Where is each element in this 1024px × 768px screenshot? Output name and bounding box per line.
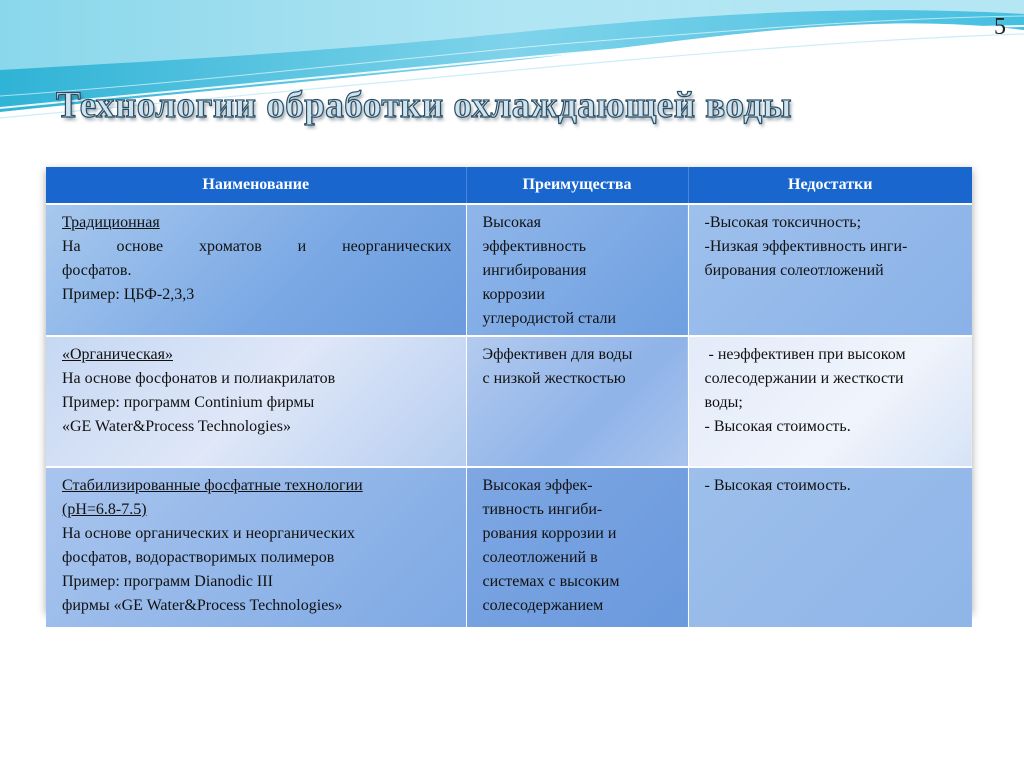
cell-advantages bbox=[466, 204, 688, 336]
cell-name bbox=[46, 204, 466, 336]
advantage-line: Высокая bbox=[482, 214, 542, 231]
technology-title-cont: (рН=6.8-7.5) bbox=[62, 501, 147, 518]
table-row bbox=[46, 336, 972, 467]
column-header-name: Наименование bbox=[46, 167, 466, 204]
cell-disadvantages bbox=[688, 204, 972, 336]
table-row bbox=[46, 467, 972, 627]
advantage-line: с низкой жесткостью bbox=[482, 370, 626, 387]
advantage-line: тивность ингиби- bbox=[482, 501, 603, 518]
advantage-line: Эффективен для воды bbox=[482, 346, 633, 363]
advantage-line: коррозии bbox=[482, 286, 545, 303]
advantage-line: ингибирования bbox=[482, 262, 587, 279]
technology-description-cont: фосфатов, водорастворимых полимеров bbox=[62, 549, 335, 566]
disadvantage-line: - неэффективен при высоком bbox=[704, 346, 906, 363]
disadvantage-line: -Низкая эффективность инги- bbox=[704, 238, 908, 255]
advantage-line: углеродистой стали bbox=[482, 310, 617, 327]
technology-description: На основе фосфонатов и полиакрилатов bbox=[62, 370, 336, 387]
technology-example: Пример: программ Dianodic III bbox=[62, 573, 273, 590]
technology-description: На основе хроматов и неорганических bbox=[62, 238, 452, 255]
technology-description-cont: фосфатов. bbox=[62, 262, 132, 279]
technology-example: Пример: программ Continium фирмы bbox=[62, 394, 315, 411]
advantage-line: эффективность bbox=[482, 238, 587, 255]
disadvantage-line: солесодержании и жесткости bbox=[704, 370, 904, 387]
cell-name bbox=[46, 336, 466, 467]
disadvantage-line: - Высокая стоимость. bbox=[704, 477, 851, 494]
disadvantage-line: бирования солеотложений bbox=[704, 262, 884, 279]
technology-title: Стабилизированные фосфатные технологии bbox=[62, 477, 363, 494]
column-header-advantages: Преимущества bbox=[466, 167, 688, 204]
technology-example-cont: фирмы «GE Water&Process Technologies» bbox=[62, 597, 343, 614]
slide-number: 5 bbox=[994, 14, 1006, 40]
technology-example-cont: «GE Water&Process Technologies» bbox=[62, 418, 291, 435]
technology-title: «Органическая» bbox=[62, 346, 173, 363]
technology-example: Пример: ЦБФ-2,3,3 bbox=[62, 286, 195, 303]
slide-title: Технологии обработки охлаждающей воды bbox=[56, 85, 793, 126]
disadvantage-line: -Высокая токсичность; bbox=[704, 214, 862, 231]
cell-disadvantages bbox=[688, 467, 972, 627]
cell-disadvantages bbox=[688, 336, 972, 467]
disadvantage-line: - Высокая стоимость. bbox=[704, 418, 851, 435]
advantage-line: солесодержанием bbox=[482, 597, 604, 614]
advantage-line: солеотложений в bbox=[482, 549, 598, 566]
table-header-row bbox=[46, 167, 972, 204]
cell-advantages bbox=[466, 336, 688, 467]
disadvantage-line: воды; bbox=[704, 394, 743, 411]
column-header-disadvantages: Недостатки bbox=[688, 167, 972, 204]
advantage-line: системах с высоким bbox=[482, 573, 620, 590]
cell-name bbox=[46, 467, 466, 627]
technologies-table bbox=[46, 167, 972, 612]
advantage-line: рования коррозии и bbox=[482, 525, 617, 542]
technology-description: На основе органических и неорганических bbox=[62, 525, 356, 542]
table-row bbox=[46, 204, 972, 336]
advantage-line: Высокая эффек- bbox=[482, 477, 593, 494]
cell-advantages bbox=[466, 467, 688, 627]
technology-title: Традиционная bbox=[62, 214, 160, 231]
